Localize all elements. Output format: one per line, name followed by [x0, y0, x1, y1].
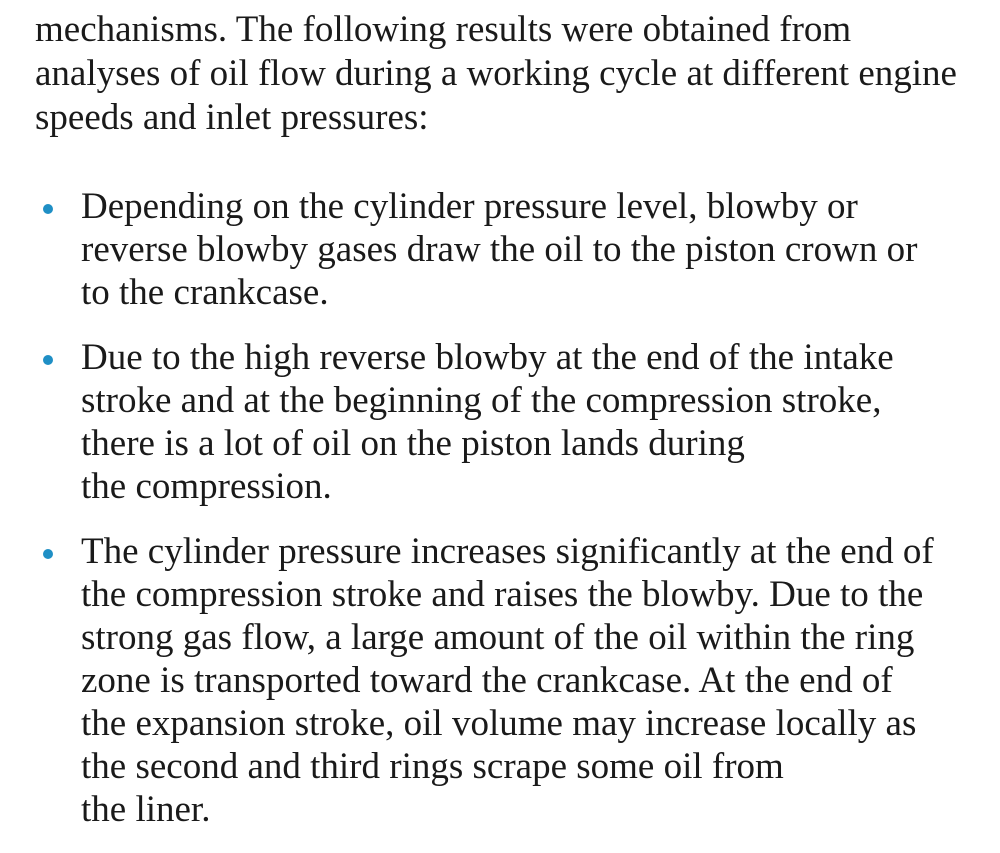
bullet-dot-icon — [43, 355, 53, 365]
bullet-line: the expansion stroke, oil volume may increase locally as — [81, 703, 917, 744]
intro-line: mechanisms. The following results were obtained from — [35, 9, 852, 50]
bullet-item-1 — [0, 185, 971, 314]
intro-line: speeds and inlet pressures: — [35, 97, 429, 138]
bullet-line: there is a lot of oil on the piston lands during — [81, 423, 745, 464]
intro-paragraph — [35, 8, 975, 140]
bullet-dot-icon — [43, 549, 53, 559]
bullet-line: the second and third rings scrape some oil from — [81, 746, 784, 787]
bullet-line: zone is transported toward the crankcase. At the end of — [81, 660, 893, 701]
bullet-line: the liner. — [81, 789, 211, 830]
bullet-line: The cylinder pressure increases significantly at the end of — [81, 531, 934, 572]
bullet-line: strong gas flow, a large amount of the oil within the ring — [81, 617, 915, 658]
bullet-line: the compression stroke and raises the blowby. Due to the — [81, 574, 924, 615]
bullet-line: the compression. — [81, 466, 332, 507]
bullet-item-3 — [0, 530, 971, 831]
intro-line: analyses of oil flow during a working cycle at different engine — [35, 53, 957, 94]
bullet-line: Depending on the cylinder pressure level, blowby or — [81, 186, 858, 227]
bullet-list — [0, 185, 1000, 853]
bullet-line: Due to the high reverse blowby at the end of the intake — [81, 337, 894, 378]
bullet-line: reverse blowby gases draw the oil to the piston crown or — [81, 229, 918, 270]
bullet-item-2 — [0, 336, 971, 508]
bullet-dot-icon — [43, 204, 53, 214]
bullet-line: stroke and at the beginning of the compression stroke, — [81, 380, 882, 421]
bullet-line: to the crankcase. — [81, 272, 329, 313]
